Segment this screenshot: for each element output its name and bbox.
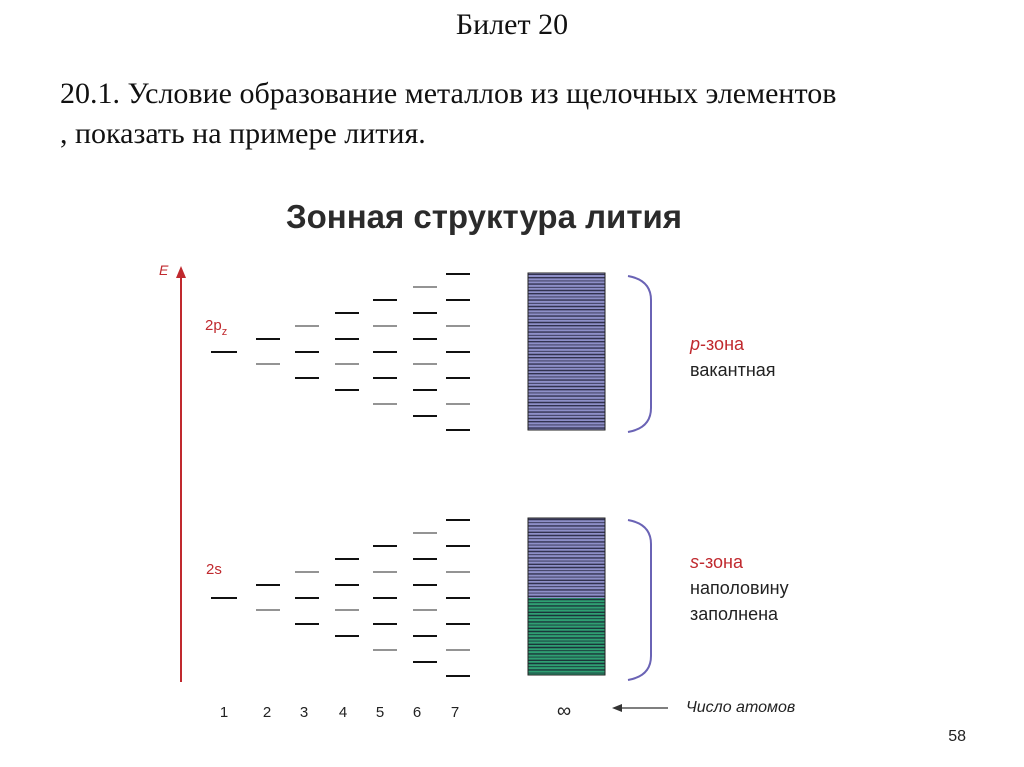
p-band-state: вакантная	[690, 360, 776, 380]
p-band-suffix: -зона	[700, 334, 745, 354]
energy-axis-arrowhead	[176, 266, 186, 278]
p-band-symbol: p	[690, 334, 701, 354]
s-band-state-line-2: заполнена	[690, 604, 779, 624]
s-band-state-line-1: наполовину	[690, 578, 789, 598]
task-text-line-2: , показать на примере лития.	[60, 117, 426, 150]
diagram-title: Зонная структура лития	[285, 198, 683, 235]
p-band-block	[528, 273, 605, 430]
level-2p-label	[205, 317, 227, 338]
p-band-label	[689, 334, 745, 354]
level-2p-subscript: z	[221, 326, 228, 338]
energy-axis-label: E	[159, 262, 169, 278]
atoms-axis-label: Число атомов	[686, 699, 796, 716]
s-band-bracket	[628, 520, 651, 680]
level-2p-main: 2p	[205, 317, 222, 334]
task-text-line-1: 20.1. Условие образование металлов из щелочных элементов	[60, 77, 837, 110]
s-band-block	[528, 518, 605, 675]
atom-count-label: 1	[219, 704, 229, 721]
atoms-axis-arrowhead	[612, 704, 622, 712]
level-2s-label: 2s	[206, 561, 222, 578]
atom-count-label: 6	[412, 704, 422, 721]
s-band-symbol: s	[690, 552, 699, 572]
energy-levels	[211, 274, 470, 676]
p-band-bracket	[628, 276, 651, 432]
page-number: 58	[948, 728, 966, 745]
s-band-label	[690, 552, 744, 572]
slide-title: Билет 20	[455, 8, 569, 41]
atom-count-label: 7	[450, 704, 460, 721]
atom-count-label: 3	[299, 704, 309, 721]
atom-count-label: 4	[338, 704, 348, 721]
atom-count-label: ∞	[556, 700, 572, 722]
atom-count-labels	[220, 700, 571, 722]
s-band-suffix: -зона	[699, 552, 744, 572]
atom-count-label: 2	[262, 704, 272, 721]
atom-count-label: 5	[375, 704, 385, 721]
